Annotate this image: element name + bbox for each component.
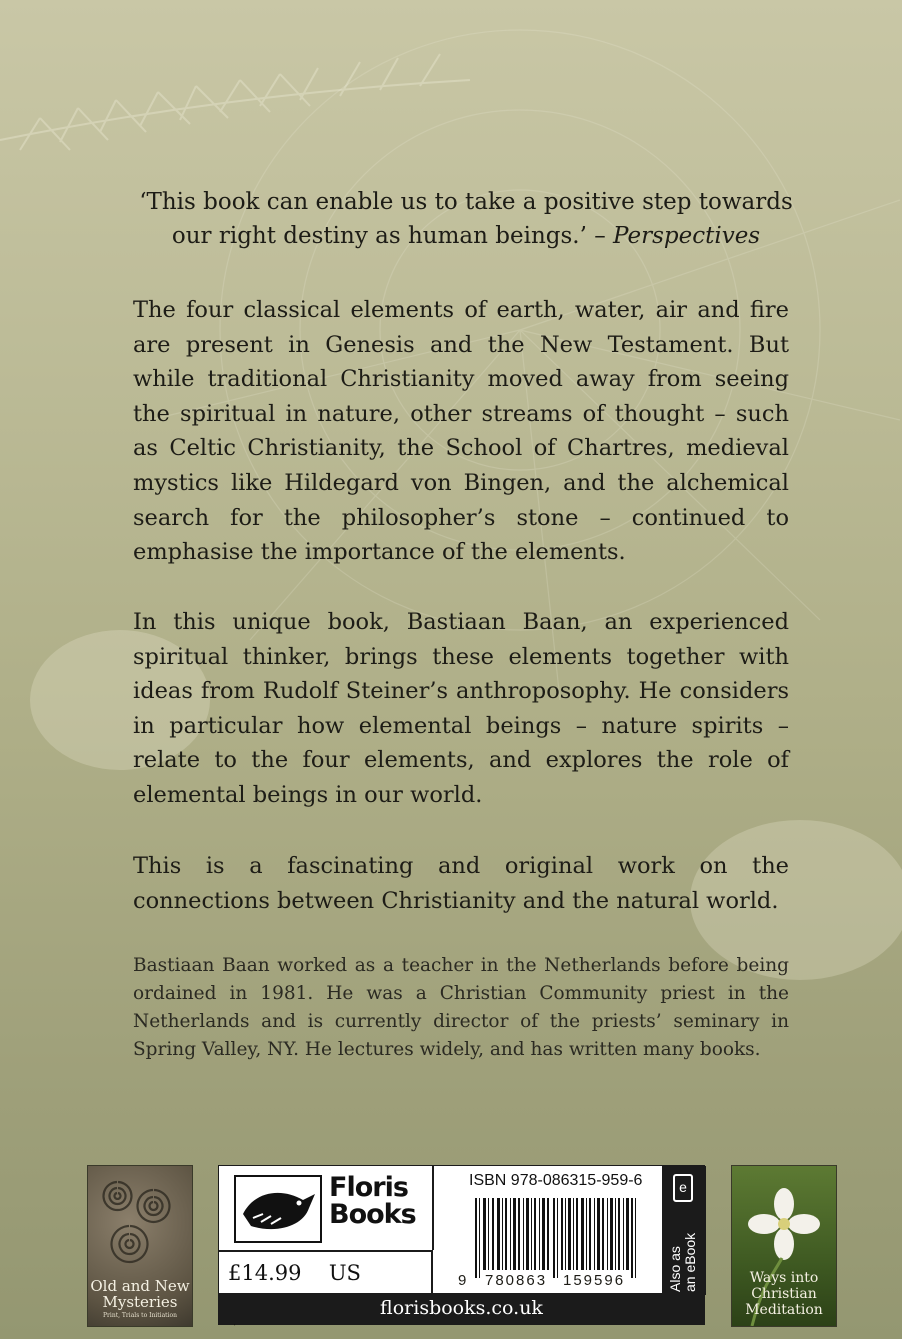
price-row: [219, 1250, 433, 1294]
ebook-text: [668, 1182, 698, 1292]
barcode-digits-group-1: 780863: [485, 1272, 548, 1289]
publisher-website: florisbooks.co.uk: [219, 1293, 704, 1324]
price-uk: £14.99: [228, 1261, 302, 1285]
publisher-logo-text: [329, 1174, 416, 1228]
review-quote: [120, 185, 812, 253]
description-paragraph-3: This is a fascinating and original work on the connections between Christianity and the natural world.: [133, 853, 789, 914]
related-right-title-2: Christian: [751, 1286, 817, 1302]
ebook-line-2: an eBook: [682, 1232, 698, 1292]
quote-line-1: ‘This book can enable us to take a positive step towards: [139, 189, 793, 215]
barcode-label: [218, 1165, 705, 1325]
ebook-badge: [662, 1166, 706, 1295]
barcode-digits-group-2: 159596: [563, 1272, 626, 1289]
price-us: US: [328, 1261, 361, 1285]
related-left-title-2: Mysteries: [102, 1293, 178, 1311]
label-divider: [432, 1166, 434, 1250]
quote-line-2: [120, 219, 812, 253]
quote-source: Perspectives: [613, 223, 761, 249]
description-paragraph-2: In this unique book, Bastiaan Baan, an experienced spiritual thinker, brings these elements together with ideas from Rudolf Steiner’s anthroposophy. He considers in particular how elemental beings – nature spirits – relate to the four elements, and explores the role of elemental beings in our world.: [133, 609, 789, 808]
ebook-line-1: Also as: [667, 1246, 683, 1292]
description-paragraph-1: The four classical elements of earth, water, air and fire are present in Genesis and the New Testament. But while traditional Christianity moved away from seeing the spiritual in nature, other streams of thought – such as Celtic Christianity, the School of Chartres, medieval mystics like Hildegard von Bingen, and the alchemical search for the philosopher’s stone – continued to emphasise the importance of the elements.: [133, 297, 789, 566]
ebook-icon-letter: e: [679, 1179, 687, 1195]
related-left-subtitle: Print, Trials to Initiation: [103, 1312, 177, 1319]
barcode-digit-first: 9: [458, 1272, 467, 1289]
logo-line-1: Floris: [329, 1172, 408, 1203]
related-right-title-3: Meditation: [745, 1302, 823, 1318]
author-bio: Bastiaan Baan worked as a teacher in the Netherlands before being ordained in 1981. He was a Christian Community priest in the Netherlands and is currently director of the priests’ seminary in Spring Valley, NY. He lectures widely, and has written many books.: [133, 955, 789, 1060]
related-book-right: [731, 1165, 837, 1327]
floris-bird-logo-icon: [233, 1174, 323, 1244]
related-right-title-1: Ways into: [749, 1270, 819, 1286]
related-book-left: [87, 1165, 193, 1327]
isbn-label: ISBN 978-086315-959-6: [469, 1172, 643, 1189]
quote-line-2-text: our right destiny as human beings.’ –: [171, 223, 606, 249]
logo-line-2: Books: [329, 1199, 416, 1230]
related-left-title-1: Old and New: [90, 1277, 190, 1295]
